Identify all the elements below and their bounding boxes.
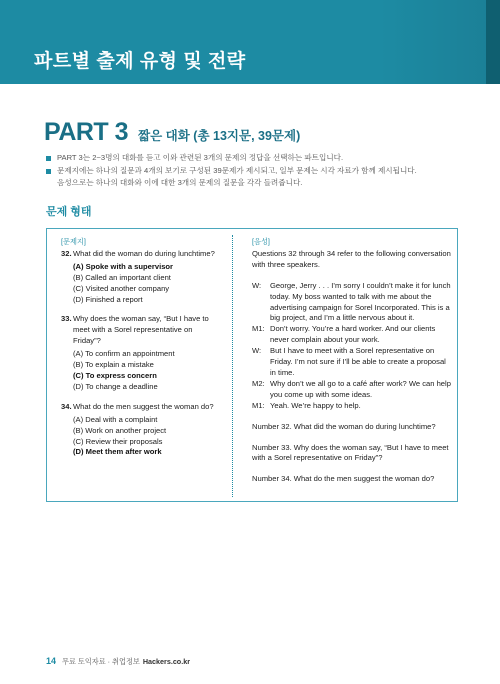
page-footer: [46, 656, 190, 667]
bullet-square-icon: [46, 169, 51, 174]
question-text: Why does the woman say, “But I have to meet with a Sorel representative on Friday”?: [73, 314, 209, 346]
question-number: 32.: [61, 248, 72, 258]
dialogue-turn: [252, 346, 452, 379]
column-divider: [232, 235, 233, 497]
option: (C) Visited another company: [73, 283, 170, 293]
footer-site-link[interactable]: Hackers.co.kr: [142, 657, 190, 666]
bullet-text: PART 3는 2~3명의 대화를 듣고 이와 관련된 3개의 문제의 정답을 선택하는 파트입니다.: [57, 153, 344, 162]
dialogue-turn: [252, 324, 452, 346]
question-number: 33.: [61, 314, 72, 324]
page-title: 파트별 출제 유형 및 전략: [34, 51, 246, 72]
header-shade: [380, 0, 500, 84]
option: (C) To express concern: [73, 370, 157, 380]
option: (A) To confirm an appointment: [73, 349, 175, 359]
dialogue-turn: [252, 401, 452, 412]
bullet-item: [46, 165, 466, 178]
speaker-label: M1:: [252, 324, 265, 334]
audio-tag: [음성]: [252, 237, 270, 246]
test-sheet-column: [61, 237, 221, 458]
part-subtitle: 짧은 대화 (총 13지문, 39문제): [138, 129, 301, 143]
question-number: 34.: [61, 401, 72, 411]
speaker-label: M1:: [252, 400, 265, 410]
dialogue-text: Why don’t we all go to a café after work? We can help you come up with some ideas.: [270, 378, 451, 399]
part-label: PART 3: [44, 118, 129, 146]
speaker-label: M2:: [252, 378, 265, 388]
footer-text: 무료 토익자료 · 취업정보: [62, 657, 140, 666]
dialogue-turn: [252, 281, 452, 325]
option: (B) Work on another project: [73, 425, 167, 435]
option: (B) To explain a mistake: [73, 360, 154, 370]
bullet-text: 음성으로는 하나의 대화와 이에 대한 3개의 문제의 질문을 각각 들려줍니다.: [57, 178, 303, 187]
option: (D) Finished a report: [73, 294, 143, 304]
option: (A) Deal with a complaint: [73, 414, 158, 424]
question-33: [61, 314, 221, 347]
section-title: 문제 형태: [46, 206, 92, 218]
question-format-box: [46, 228, 458, 502]
audio-script-column: [252, 237, 452, 485]
option: (A) Spoke with a supervisor: [73, 261, 174, 271]
page-number: 14: [46, 656, 57, 666]
options-34: [73, 415, 221, 459]
header-corner-tab: [486, 0, 500, 84]
options-32: [73, 262, 221, 306]
audio-question: Number 33. Why does the woman say, “But I have to meet with a Sorel representative on Friday”?: [252, 442, 449, 463]
header-band: [0, 0, 500, 84]
script-intro: Questions 32 through 34 refer to the following conversation with three speakers.: [252, 248, 451, 269]
option: (D) To change a deadline: [73, 381, 158, 391]
option: (B) Called an important client: [73, 272, 171, 282]
question-text: What did the woman do during lunchtime?: [73, 248, 215, 258]
intro-bullets: [46, 152, 466, 190]
option: (C) Review their proposals: [73, 436, 163, 446]
speaker-label: W:: [252, 280, 262, 290]
option: (D) Meet them after work: [73, 447, 162, 457]
speaker-label: W:: [252, 346, 262, 356]
options-33: [73, 349, 221, 393]
dialogue-text: Yeah. We’re happy to help.: [270, 400, 361, 410]
dialogue-text: George, Jerry . . . I’m sorry I couldn’t make it for lunch today. My boss wanted to talk with me about the advertising campaign for Sorel Incorporated. This is a big project, and I’m a little nervous about it.: [270, 280, 451, 323]
dialogue-turn: [252, 379, 452, 401]
question-text: What do the men suggest the woman do?: [73, 401, 214, 411]
bullet-square-icon: [46, 156, 51, 161]
dialogue-text: But I have to meet with a Sorel representative on Friday. I’m not sure if I’ll be able to create a proposal in time.: [270, 346, 446, 377]
dialogue-text: Don’t worry. You’re a hard worker. And our clients never complain about your work.: [270, 324, 436, 345]
bullet-text: 문제지에는 하나의 질문과 4개의 보기로 구성된 39문제가 제시되고, 일부 문제는 시각 자료가 함께 제시됩니다.: [57, 165, 417, 175]
audio-question: Number 34. What do the men suggest the woman do?: [252, 474, 435, 484]
part-heading: [44, 118, 300, 147]
question-32: [61, 249, 221, 260]
audio-question: Number 32. What did the woman do during lunchtime?: [252, 421, 436, 431]
bullet-item: [46, 152, 466, 165]
bullet-item: [46, 177, 466, 190]
question-34: [61, 402, 221, 413]
test-sheet-tag: [문제지]: [61, 237, 86, 246]
